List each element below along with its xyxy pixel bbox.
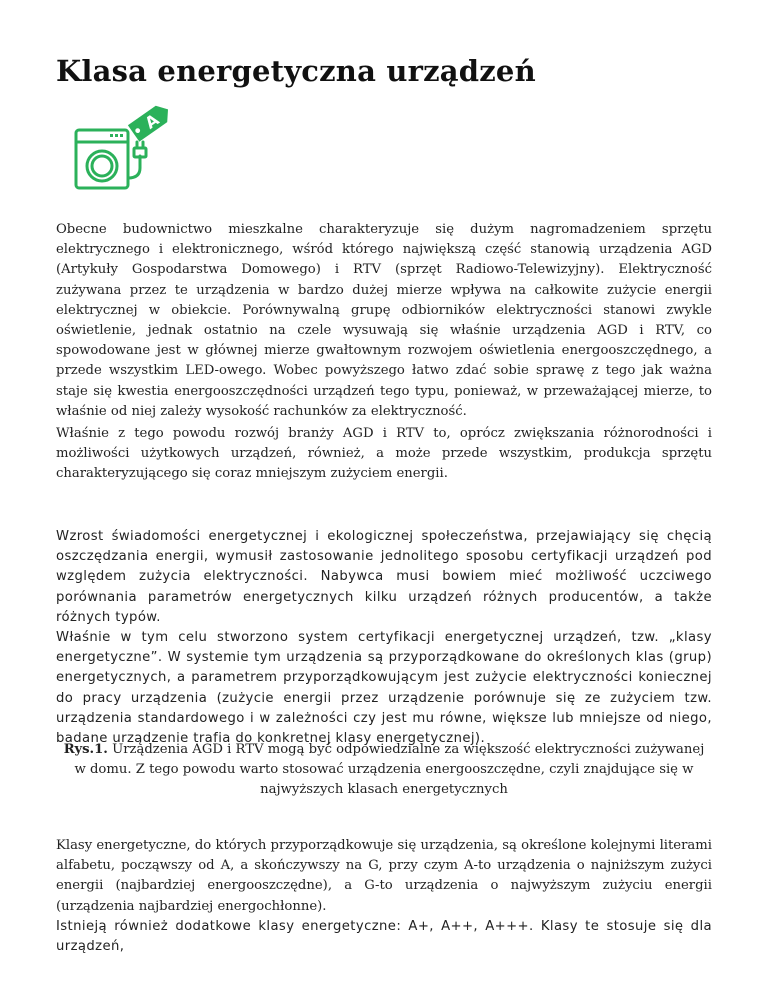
page-title: Klasa energetyczna urządzeń xyxy=(56,54,536,88)
paragraph-2-text: Właśnie z tego powodu rozwój branży AGD i RTV to, oprócz zwiększania różnorodności i możliwości użytkowych urządzeń, również, a może przede wszystkim, produkcja sprzętu charakteryzującego się coraz mniejszym zużyciem energii. xyxy=(56,426,712,482)
paragraph-2 xyxy=(56,424,712,485)
paragraph-1-text: Obecne budownictwo mieszkalne charakteryzuje się dużym nagromadzeniem sprzętu elektrycznego i elektronicznego, wśród którego największą część stanowią urządzenia AGD (Artykuły Gospodarstwa Domowego) i RTV (sprzęt Radiowo-Telewizyjny). Elektryczność zużywana przez te urządzenia w bardzo dużej mierze wpływa na całkowite zużycie energii elektrycznej w obiekcie. Porównywalną grupę odbiorników elektryczności stanowi zwykle oświetlenie, jednak ostatnio na czele wysuwają się właśnie urządzenia AGD i RTV, co spowodowane jest w głównej mierze gwałtownym rozwojem oświetlenia energooszczędnego, a przede wszystkim LED-owego. Wobec powyższego łatwo zdać sobie sprawę z tego jak ważna staje się kwestia energooszczędności urządzeń tego typu, ponieważ, w przeważającej mierze, to właśnie od niej zależy wysokość rachunków za elektryczność. xyxy=(56,222,712,419)
washing-machine-energy-label-icon xyxy=(66,100,174,196)
paragraph-3b-text: Właśnie w tym celu stworzono system certyfikacji energetycznej urządzeń, tzw. „klasy energetyczne”. W systemie tym urządzenia są przyporządkowane do określonych klas (grup) energetycznych, a parametrem przyporządkowującym jest zużycie elektryczności koniecznej do pracy urządzenia (zużycie energii przez urządzenie porównuje się ze zużyciem tzw. urządzenia standardowego i w zależności czy jest mu równe, większe lub mniejsze od niego, badane urządzenie trafia do konkretnej klasy energetycznej). xyxy=(56,630,712,747)
caption-label: Rys.1. xyxy=(63,742,108,757)
paragraph-4a-text: Klasy energetyczne, do których przyporządkowuje się urządzenia, są określone kolejnymi literami alfabetu, począwszy od A, a skończywszy na G, przy czym A-to urządzenia o najniższym zużyci energii (najbardziej energooszczędne), a G-to urządzenia o najwyższym zużyciu energii (urządzenia najbardziej energochłonne). xyxy=(56,838,712,914)
paragraph-3a-text: Wzrost świadomości energetycznej i ekologicznej społeczeństwa, przejawiający się chęcią oszczędzania energii, wymusił zastosowanie jednolitego sposobu certyfikacji urządzeń pod względem zużycia elektryczności. Nabywca musi bowiem mieć możliwość uczciwego porównania parametrów energetycznych kilku urządzeń różnych producentów, a także różnych typów. xyxy=(56,529,712,625)
figure-caption xyxy=(56,740,712,801)
paragraph-4b-text: Istnieją również dodatkowe klasy energetyczne: A+, A++, A+++. Klasy te stosuje się dla urządzeń, xyxy=(56,918,712,955)
energy-badge-letter: A xyxy=(141,109,163,133)
paragraph-1 xyxy=(56,220,712,422)
caption-text: Urządzenia AGD i RTV mogą być odpowiedzialne za większość elektryczności zużywanej w domu. Z tego powodu warto stosować urządzenia energooszczędne, czyli znajdujące się w najwyższych klasach energetycznych xyxy=(74,742,705,798)
paragraph-3 xyxy=(56,527,712,749)
paragraph-4 xyxy=(56,836,712,957)
